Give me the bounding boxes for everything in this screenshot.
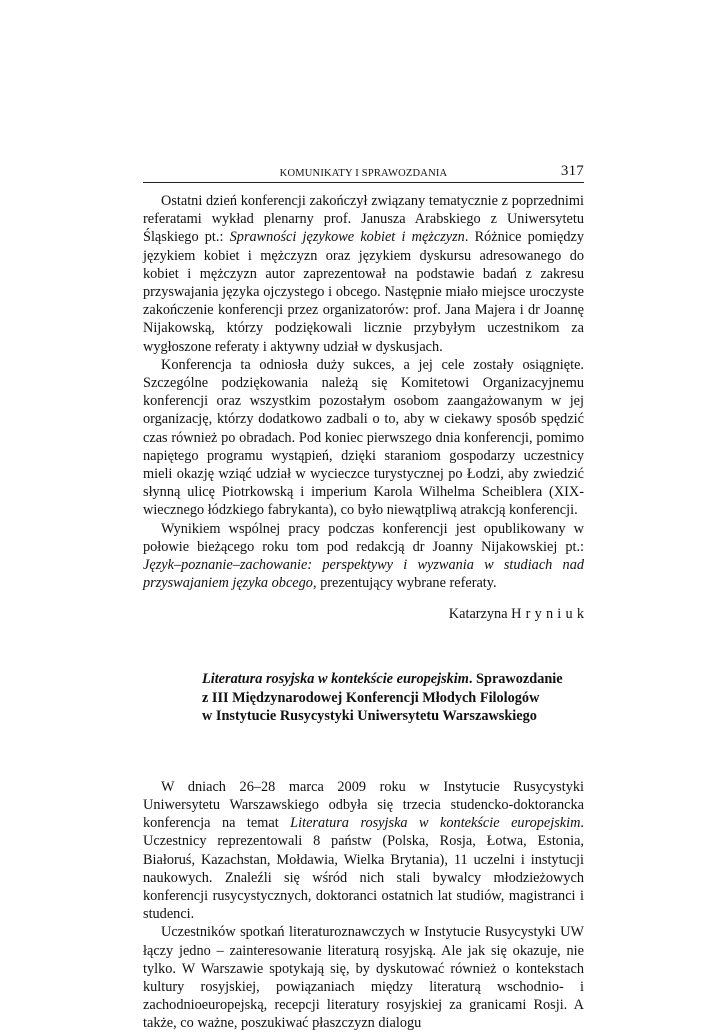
heading-text: . Sprawozdanie <box>468 671 563 688</box>
heading-line <box>202 670 584 688</box>
paragraph-text: . Różnice pomiędzy językiem kobiet i mężczyzn oraz językiem dyskursu adresowanego do kobiet i mężczyzn autor zaprezentował na podstawie badań z zakresu przyswajania języka ojczystego i obcego. Następnie miało miejsce uroczyste zakończenie konferencji przez organizatorów: prof. Jana Majera i dr Joannę Nijakowską, którzy podziękowali licznie przybyłym uczestnikom za wygłoszone referaty i aktywny udział w dyskusjach. <box>143 229 584 355</box>
report-conclusion <box>143 192 584 592</box>
volume-title: Język–poznanie–zachowanie: perspektywy i wyzwania w studiach nad przyswajaniem języka obcego <box>143 557 584 592</box>
paragraph: Uczestników spotkań literaturoznawczych w Instytucie Rusycystyki UW łączy jedno – zainteresowanie literaturą rosyjską. Ale jak się okazuje, nie tylko. W Warszawie spotykają się, by dyskutować również o kontekstach kultury rosyjskiej, powiązaniach między literaturą wschodnio- i zachodnioeuropejską, recepcji literatury rosyjskiej za granicami Rosji. A także, co ważne, poszukiwać płaszczyzn dialogu <box>143 924 584 1032</box>
author-signature <box>143 605 589 623</box>
paragraph <box>143 192 584 356</box>
journal-page <box>143 162 589 1033</box>
author-surname: Hryniuk <box>511 606 589 623</box>
author-first-name: Katarzyna <box>448 606 508 623</box>
paragraph: Konferencja ta odniosła duży sukces, a jej cele zostały osiągnięte. Szczególne podziękowania należą się Komitetowi Organizacyjnemu konferencji oraz wszystkim pozostałym osobom zaangażowanym w jej organizację, którzy dodatkowo zadbali o to, aby w ciekawy sposób spędzić czas również po obradach. Pod koniec pierwszego dnia konferencji, pomimo napiętego programu wystąpień, dzięki staraniom gospodarzy uczestnicy mieli okazję wziąć udział w wycieczce turystycznej po Łodzi, aby zwiedzić słynną ulicę Piotrkowską i imperium Karola Wilhelma Scheiblera (XIX-wiecznego łódzkiego fabrykanta), co było niewątpliwą atrakcją konferencji. <box>143 356 584 519</box>
paragraph-text: W dniach 26–28 marca 2009 roku w Instytucie Rusycystyki Uniwersytetu Warszawskiego odbyła się trzecia studencko-doktorancka konferencja na temat <box>143 778 584 832</box>
paragraph <box>143 778 584 924</box>
heading-line: z III Międzynarodowej Konferencji Młodych Filologów <box>202 689 540 706</box>
running-header <box>143 162 584 183</box>
report-body <box>143 778 584 1033</box>
page-number: 317 <box>560 163 584 179</box>
paragraph-text: , prezentujący wybrane referaty. <box>312 575 497 592</box>
paragraph-text: . Uczestnicy reprezentowali 8 państw (Polska, Rosja, Łotwa, Estonia, Białoruś, Kazachstan, Mołdawia, Wielka Brytania), 11 uczelni i instytucji naukowych. Znaleźli się wśród nich stali bywalcy młodzieżowych konferencji rusycystycznych, doktoranci ostatnich lat studiów, magistranci i studenci. <box>143 815 584 923</box>
paragraph <box>143 520 584 593</box>
paragraph-text: Ostatni dzień konferencji zakończył związany tematycznie z poprzednimi referatami wykład plenarny prof. Janusza Arabskiego z Uniwersytetu Śląskiego pt.: <box>143 193 584 246</box>
heading-italic-title: Literatura rosyjska w kontekście europejskim <box>202 671 469 688</box>
paragraph-text: Wynikiem wspólnej pracy podczas konferencji jest opublikowany w połowie bieżącego roku tom pod redakcją dr Joanny Nijakowskiej pt.: <box>143 520 584 555</box>
running-title: KOMUNIKATY I SPRAWOZDANIA <box>279 168 448 179</box>
report-heading <box>143 670 584 725</box>
conference-title: Literatura rosyjska w kontekście europejskim <box>290 815 581 832</box>
heading-line: w Instytucie Rusycystyki Uniwersytetu Warszawskiego <box>202 708 537 725</box>
lecture-title: Sprawności językowe kobiet i mężczyzn <box>229 229 465 246</box>
